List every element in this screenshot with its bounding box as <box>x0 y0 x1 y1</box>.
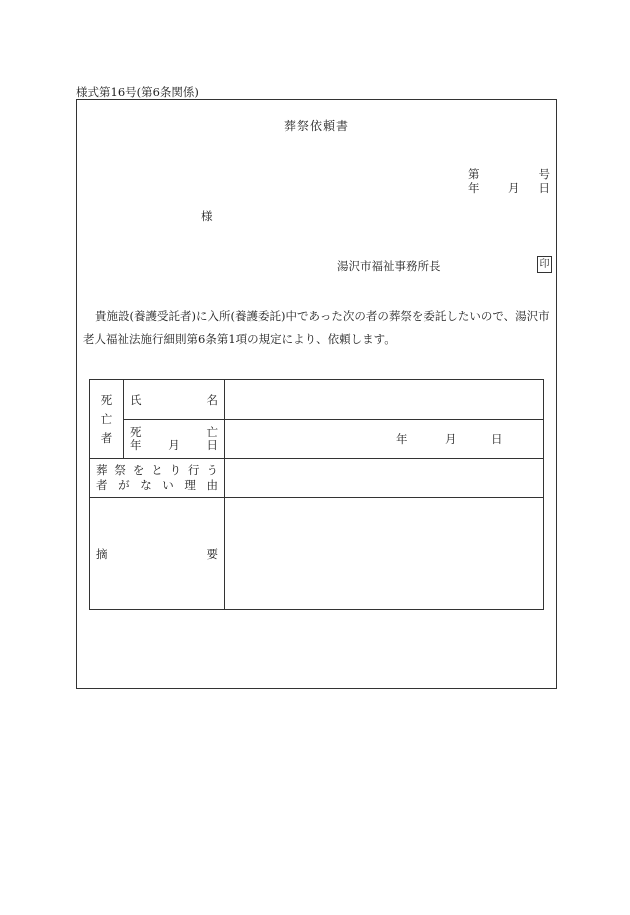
reason-char: 葬 <box>96 463 108 477</box>
summary-label-a: 摘 <box>96 546 108 561</box>
reason-value-field[interactable] <box>225 459 544 498</box>
number-suffix: 号 <box>538 167 550 181</box>
document-title: 葬祭依頼書 <box>283 119 349 133</box>
death-date-value-field[interactable] <box>225 420 544 459</box>
date-day: 日 <box>538 181 550 195</box>
reason-label-line2 <box>96 478 218 493</box>
death-date-label-cell <box>124 420 225 459</box>
summary-label-cell <box>90 498 225 610</box>
summary-label-b: 要 <box>206 546 218 561</box>
seal-mark: 印 <box>537 256 552 273</box>
name-value-field[interactable] <box>225 380 544 420</box>
deceased-char-1: 死 <box>100 393 113 407</box>
addressee-suffix: 様 <box>201 209 213 223</box>
death-date-day: 日 <box>491 432 503 446</box>
reason-char: り <box>169 463 182 477</box>
name-label-b: 名 <box>206 392 218 407</box>
name-label-cell <box>124 380 225 420</box>
death-date-label-c: 年 <box>130 438 142 452</box>
reason-char: な <box>140 478 152 492</box>
reason-char: 祭 <box>114 463 126 477</box>
request-body-text: 貴施設(養護受託者)に入所(養護委託)中であった次の者の葬祭を委託したいので、湯沢市老人福祉法施行細則第6条第1項の規定により、依頼します。 <box>83 309 550 346</box>
reason-char: い <box>162 478 174 492</box>
form-frame <box>76 99 557 689</box>
reason-char: と <box>151 463 163 477</box>
reason-char: う <box>206 463 218 477</box>
reason-char: 由 <box>206 478 218 492</box>
reason-char: 理 <box>184 478 196 492</box>
death-date-label-a: 死 <box>130 425 142 439</box>
death-date-label-b: 亡 <box>206 425 218 439</box>
date-month: 月 <box>508 181 520 195</box>
deceased-char-2: 亡 <box>100 412 113 426</box>
name-label-a: 氏 <box>130 392 142 407</box>
death-date-label-e: 日 <box>206 438 218 452</box>
deceased-char-3: 者 <box>100 431 113 445</box>
death-date-year: 年 <box>396 432 408 446</box>
form-number: 様式第16号(第6条関係) <box>76 85 199 99</box>
reason-char: 者 <box>96 478 108 492</box>
date-year: 年 <box>468 181 480 195</box>
reason-char: を <box>132 463 145 477</box>
reason-label-line1 <box>96 463 218 478</box>
number-prefix: 第 <box>468 167 480 181</box>
issuer-name: 湯沢市福祉事務所長 <box>337 259 441 273</box>
deceased-info-table <box>89 379 544 610</box>
summary-value-field[interactable] <box>225 498 544 610</box>
deceased-header-cell <box>90 380 124 459</box>
death-date-label-d: 月 <box>168 438 180 452</box>
reason-char: 行 <box>188 463 200 477</box>
reason-char: が <box>118 478 130 492</box>
reason-label-cell <box>90 459 225 498</box>
death-date-month: 月 <box>445 432 457 446</box>
